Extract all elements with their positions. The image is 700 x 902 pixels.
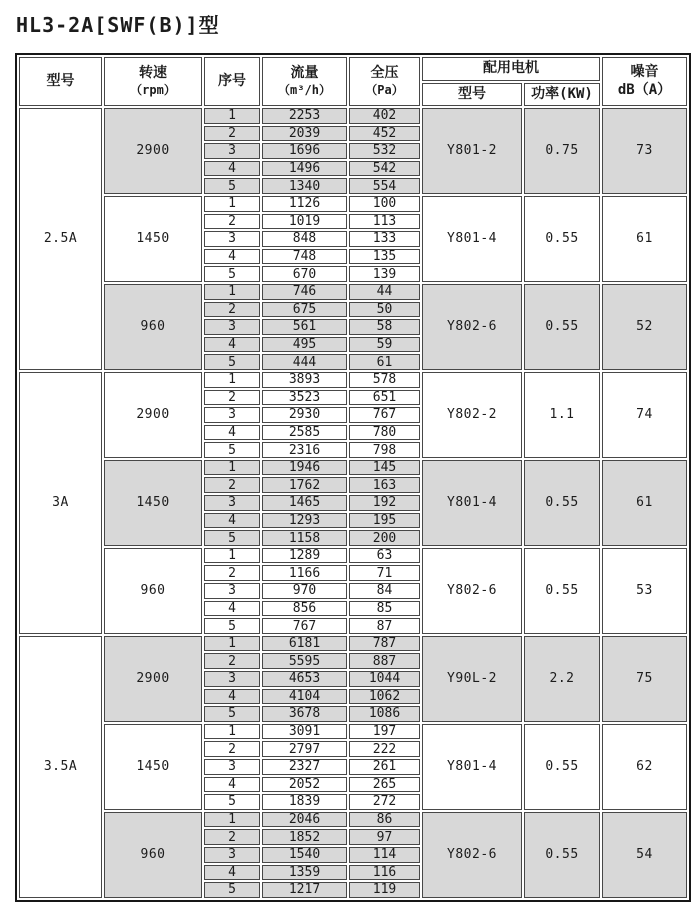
flow-cell: 767 <box>262 618 347 634</box>
col-header-flow-unit: （m³/h） <box>278 82 331 97</box>
flow-cell: 5595 <box>262 653 347 669</box>
pressure-cell: 192 <box>349 495 420 511</box>
flow-cell: 2930 <box>262 407 347 423</box>
pressure-cell: 261 <box>349 759 420 775</box>
serial-cell: 1 <box>204 724 260 740</box>
pressure-cell: 63 <box>349 548 420 564</box>
motor-model-cell: Y801-4 <box>422 460 522 546</box>
flow-cell: 856 <box>262 601 347 617</box>
noise-cell: 61 <box>602 460 687 546</box>
col-header-motor-group: 配用电机 <box>422 57 600 81</box>
flow-cell: 2327 <box>262 759 347 775</box>
pressure-cell: 114 <box>349 847 420 863</box>
flow-cell: 970 <box>262 583 347 599</box>
flow-cell: 2046 <box>262 812 347 828</box>
flow-cell: 2585 <box>262 425 347 441</box>
pressure-cell: 116 <box>349 865 420 881</box>
serial-cell: 4 <box>204 865 260 881</box>
serial-cell: 2 <box>204 477 260 493</box>
serial-cell: 5 <box>204 530 260 546</box>
model-cell: 3.5A <box>19 636 102 898</box>
pressure-cell: 119 <box>349 882 420 898</box>
flow-cell: 1293 <box>262 513 347 529</box>
pressure-cell: 113 <box>349 214 420 230</box>
serial-cell: 4 <box>204 777 260 793</box>
col-header-pressure <box>349 57 420 106</box>
flow-cell: 2052 <box>262 777 347 793</box>
table-row <box>19 812 687 828</box>
pressure-cell: 1044 <box>349 671 420 687</box>
motor-model-cell: Y802-6 <box>422 284 522 370</box>
pressure-cell: 135 <box>349 249 420 265</box>
table-row <box>19 372 687 388</box>
col-header-motor-model: 型号 <box>422 83 522 107</box>
motor-model-cell: Y802-2 <box>422 372 522 458</box>
motor-power-cell: 0.55 <box>524 460 600 546</box>
table-row <box>19 108 687 124</box>
pressure-cell: 87 <box>349 618 420 634</box>
pressure-cell: 133 <box>349 231 420 247</box>
flow-cell: 3678 <box>262 706 347 722</box>
pressure-cell: 1086 <box>349 706 420 722</box>
flow-cell: 1019 <box>262 214 347 230</box>
flow-cell: 2316 <box>262 442 347 458</box>
pressure-cell: 44 <box>349 284 420 300</box>
serial-cell: 2 <box>204 565 260 581</box>
table-row <box>19 548 687 564</box>
speed-cell: 2900 <box>104 108 202 194</box>
flow-cell: 444 <box>262 354 347 370</box>
table-body <box>19 108 687 898</box>
serial-cell: 3 <box>204 583 260 599</box>
noise-cell: 74 <box>602 372 687 458</box>
pressure-cell: 50 <box>349 302 420 318</box>
serial-cell: 2 <box>204 390 260 406</box>
pressure-cell: 59 <box>349 337 420 353</box>
serial-cell: 4 <box>204 161 260 177</box>
motor-power-cell: 0.55 <box>524 196 600 282</box>
serial-cell: 3 <box>204 319 260 335</box>
col-header-model: 型号 <box>19 57 102 106</box>
serial-cell: 4 <box>204 425 260 441</box>
col-header-speed <box>104 57 202 106</box>
serial-cell: 3 <box>204 671 260 687</box>
pressure-cell: 61 <box>349 354 420 370</box>
serial-cell: 5 <box>204 882 260 898</box>
model-cell: 3A <box>19 372 102 634</box>
speed-cell: 960 <box>104 548 202 634</box>
flow-cell: 2797 <box>262 741 347 757</box>
flow-cell: 2039 <box>262 126 347 142</box>
noise-cell: 53 <box>602 548 687 634</box>
serial-cell: 5 <box>204 706 260 722</box>
flow-cell: 675 <box>262 302 347 318</box>
speed-cell: 2900 <box>104 636 202 722</box>
pressure-cell: 767 <box>349 407 420 423</box>
flow-cell: 1289 <box>262 548 347 564</box>
pressure-cell: 272 <box>349 794 420 810</box>
pressure-cell: 145 <box>349 460 420 476</box>
serial-cell: 1 <box>204 108 260 124</box>
motor-model-cell: Y801-4 <box>422 196 522 282</box>
flow-cell: 1496 <box>262 161 347 177</box>
speed-cell: 2900 <box>104 372 202 458</box>
flow-cell: 561 <box>262 319 347 335</box>
noise-cell: 52 <box>602 284 687 370</box>
serial-cell: 5 <box>204 354 260 370</box>
serial-cell: 2 <box>204 126 260 142</box>
motor-model-cell: Y802-6 <box>422 812 522 898</box>
motor-power-cell: 0.55 <box>524 724 600 810</box>
col-header-serial: 序号 <box>204 57 260 106</box>
speed-cell: 960 <box>104 812 202 898</box>
col-header-noise-label: 噪音 <box>630 64 659 80</box>
flow-cell: 1340 <box>262 178 347 194</box>
motor-power-cell: 0.55 <box>524 812 600 898</box>
flow-cell: 1126 <box>262 196 347 212</box>
pressure-cell: 200 <box>349 530 420 546</box>
pressure-cell: 195 <box>349 513 420 529</box>
col-header-speed-label: 转速 <box>139 65 167 82</box>
flow-cell: 1946 <box>262 460 347 476</box>
pressure-cell: 1062 <box>349 689 420 705</box>
serial-cell: 5 <box>204 618 260 634</box>
flow-cell: 1465 <box>262 495 347 511</box>
col-header-flow-label: 流量 <box>290 65 319 82</box>
pressure-cell: 532 <box>349 143 420 159</box>
col-header-flow <box>262 57 347 106</box>
table-row <box>19 636 687 652</box>
pressure-cell: 554 <box>349 178 420 194</box>
motor-model-cell: Y90L-2 <box>422 636 522 722</box>
pressure-cell: 139 <box>349 266 420 282</box>
flow-cell: 1696 <box>262 143 347 159</box>
serial-cell: 4 <box>204 601 260 617</box>
motor-model-cell: Y801-2 <box>422 108 522 194</box>
serial-cell: 4 <box>204 513 260 529</box>
flow-cell: 1166 <box>262 565 347 581</box>
table-row <box>19 196 687 212</box>
pressure-cell: 542 <box>349 161 420 177</box>
speed-cell: 1450 <box>104 724 202 810</box>
pressure-cell: 780 <box>349 425 420 441</box>
flow-cell: 746 <box>262 284 347 300</box>
speed-cell: 1450 <box>104 196 202 282</box>
serial-cell: 5 <box>204 266 260 282</box>
serial-cell: 3 <box>204 495 260 511</box>
noise-cell: 75 <box>602 636 687 722</box>
pressure-cell: 85 <box>349 601 420 617</box>
flow-cell: 3523 <box>262 390 347 406</box>
flow-cell: 4653 <box>262 671 347 687</box>
col-header-pressure-unit: （Pa） <box>365 82 404 97</box>
pressure-cell: 197 <box>349 724 420 740</box>
serial-cell: 1 <box>204 636 260 652</box>
pressure-cell: 452 <box>349 126 420 142</box>
serial-cell: 4 <box>204 337 260 353</box>
flow-cell: 1852 <box>262 829 347 845</box>
flow-cell: 3893 <box>262 372 347 388</box>
flow-cell: 848 <box>262 231 347 247</box>
motor-model-cell: Y802-6 <box>422 548 522 634</box>
pressure-cell: 887 <box>349 653 420 669</box>
serial-cell: 5 <box>204 442 260 458</box>
pressure-cell: 86 <box>349 812 420 828</box>
serial-cell: 2 <box>204 829 260 845</box>
table-row <box>19 724 687 740</box>
serial-cell: 3 <box>204 759 260 775</box>
flow-cell: 748 <box>262 249 347 265</box>
pressure-cell: 58 <box>349 319 420 335</box>
motor-power-cell: 2.2 <box>524 636 600 722</box>
serial-cell: 1 <box>204 196 260 212</box>
serial-cell: 5 <box>204 178 260 194</box>
serial-cell: 3 <box>204 143 260 159</box>
serial-cell: 1 <box>204 284 260 300</box>
pressure-cell: 651 <box>349 390 420 406</box>
serial-cell: 4 <box>204 249 260 265</box>
pressure-cell: 265 <box>349 777 420 793</box>
serial-cell: 1 <box>204 812 260 828</box>
noise-cell: 62 <box>602 724 687 810</box>
flow-cell: 1762 <box>262 477 347 493</box>
motor-power-cell: 1.1 <box>524 372 600 458</box>
pressure-cell: 798 <box>349 442 420 458</box>
col-header-noise-unit: dB（A） <box>617 81 672 98</box>
flow-cell: 1217 <box>262 882 347 898</box>
flow-cell: 1839 <box>262 794 347 810</box>
model-cell: 2.5A <box>19 108 102 370</box>
serial-cell: 2 <box>204 302 260 318</box>
flow-cell: 1540 <box>262 847 347 863</box>
speed-cell: 960 <box>104 284 202 370</box>
flow-cell: 670 <box>262 266 347 282</box>
flow-cell: 495 <box>262 337 347 353</box>
col-header-pressure-label: 全压 <box>370 65 399 82</box>
noise-cell: 54 <box>602 812 687 898</box>
page-title: HL3-2A[SWF(B)]型 <box>16 13 220 37</box>
header-row-1 <box>19 57 687 81</box>
motor-power-cell: 0.55 <box>524 284 600 370</box>
serial-cell: 2 <box>204 741 260 757</box>
flow-cell: 4104 <box>262 689 347 705</box>
flow-cell: 3091 <box>262 724 347 740</box>
serial-cell: 2 <box>204 214 260 230</box>
flow-cell: 1158 <box>262 530 347 546</box>
flow-cell: 2253 <box>262 108 347 124</box>
flow-cell: 1359 <box>262 865 347 881</box>
table-header <box>19 57 687 106</box>
serial-cell: 4 <box>204 689 260 705</box>
motor-power-cell: 0.55 <box>524 548 600 634</box>
serial-cell: 1 <box>204 372 260 388</box>
pressure-cell: 402 <box>349 108 420 124</box>
table-row <box>19 460 687 476</box>
col-header-motor-power: 功率(KW) <box>524 83 600 107</box>
pressure-cell: 71 <box>349 565 420 581</box>
speed-cell: 1450 <box>104 460 202 546</box>
col-header-noise <box>602 57 687 106</box>
motor-model-cell: Y801-4 <box>422 724 522 810</box>
pressure-cell: 163 <box>349 477 420 493</box>
pressure-cell: 787 <box>349 636 420 652</box>
flow-cell: 6181 <box>262 636 347 652</box>
serial-cell: 5 <box>204 794 260 810</box>
serial-cell: 1 <box>204 460 260 476</box>
table-row <box>19 284 687 300</box>
noise-cell: 61 <box>602 196 687 282</box>
pressure-cell: 84 <box>349 583 420 599</box>
noise-cell: 73 <box>602 108 687 194</box>
serial-cell: 3 <box>204 407 260 423</box>
serial-cell: 2 <box>204 653 260 669</box>
spec-table <box>15 53 691 902</box>
pressure-cell: 100 <box>349 196 420 212</box>
pressure-cell: 97 <box>349 829 420 845</box>
serial-cell: 3 <box>204 231 260 247</box>
serial-cell: 3 <box>204 847 260 863</box>
serial-cell: 1 <box>204 548 260 564</box>
pressure-cell: 578 <box>349 372 420 388</box>
pressure-cell: 222 <box>349 741 420 757</box>
motor-power-cell: 0.75 <box>524 108 600 194</box>
col-header-speed-unit: （rpm） <box>130 82 176 97</box>
